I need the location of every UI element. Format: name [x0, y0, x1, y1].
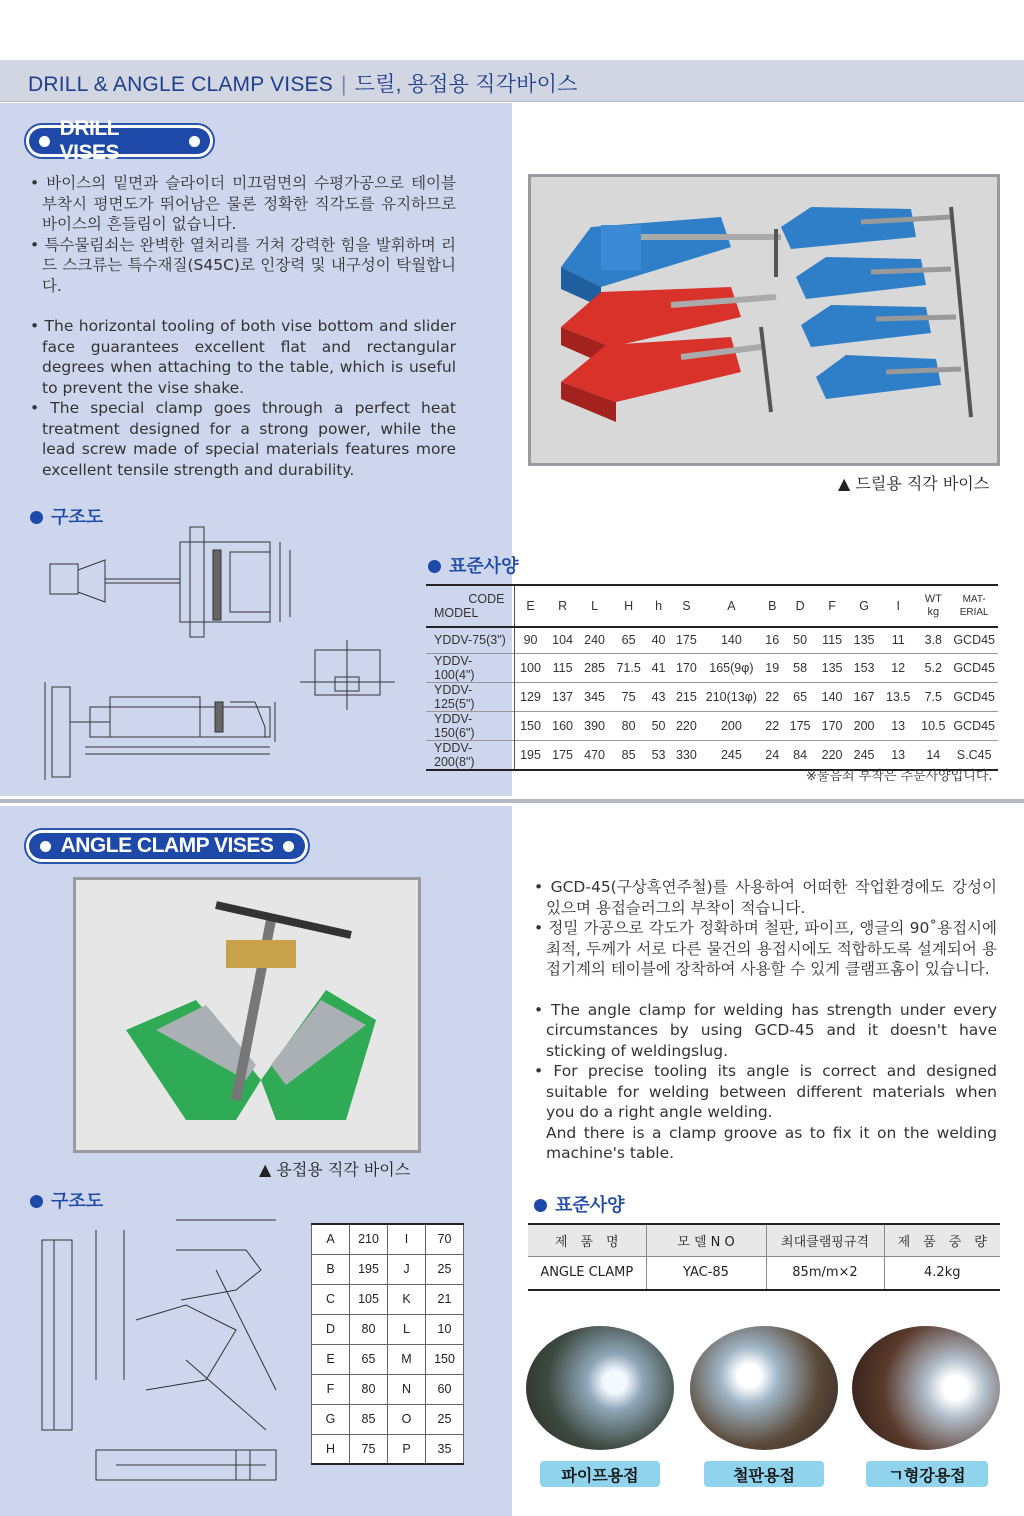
table-cell: 13 [891, 718, 906, 733]
heading-bullet [534, 1199, 547, 1212]
table-cell: 115 [822, 633, 843, 648]
table-cell: 65 [621, 633, 636, 648]
angle-bullet-ko-2: • 정밀 가공으로 각도가 정확하며 철판, 파이프, 앵글의 90˚용접시에 최적, 두께가 서로 다른 물건의 용접시에도 적합하도록 설계되어 용접기계의 테이블에 장착하여 사용할 수 있게 클램프홈이 있습니다. [534, 919, 997, 978]
spec-header-weight: 제 품 중 량 [884, 1224, 1000, 1256]
drill-spec-heading [428, 552, 519, 578]
table-cell: 345 [584, 689, 605, 704]
table-cell: 5.2 [924, 660, 942, 675]
dimension-value: 85 [350, 1404, 388, 1434]
table-cell: 175 [552, 747, 574, 762]
drill-description [30, 173, 456, 480]
table-cell: 50 [793, 633, 808, 648]
code-model-header [426, 585, 514, 627]
table-cell: GCD45 [953, 660, 995, 675]
dimension-label: N [388, 1374, 426, 1404]
table-cell: 170 [675, 660, 697, 675]
table-cell: 65 [793, 689, 808, 704]
table-cell: 43 [651, 689, 666, 704]
dimension-label: I [388, 1224, 426, 1254]
pipe-welding-label: 파이프용접 [540, 1461, 660, 1487]
spec-header-model: 모 델 N O [646, 1224, 766, 1256]
drill-bullet-en-2: • The special clamp goes through a perfect heat treatment designed for a strong power, while the lead screw made of special materials features more excellent tensile strength and durability. [30, 399, 456, 479]
dimension-label: O [388, 1404, 426, 1434]
column-header: H [624, 599, 634, 613]
table-cell: 245 [720, 747, 742, 762]
table-cell: 13 [891, 747, 906, 762]
title-separator: | [340, 73, 347, 96]
dimension-value: 70 [426, 1224, 464, 1254]
table-row [426, 627, 998, 653]
angle-clamp-photo [73, 877, 421, 1153]
angle-bullet-en-2: • For precise tooling its angle is correct and designed suitable for welding between different materials when you do a right angle welding. [534, 1062, 997, 1121]
model-cell: YDDV-200(8") [426, 740, 514, 770]
table-cell: 330 [675, 747, 697, 762]
table-cell: 41 [651, 660, 666, 675]
spec-header-name: 제 품 명 [528, 1224, 646, 1256]
drill-bullet-en-1: • The horizontal tooling of both vise bottom and slider face guarantees excellent flat and rectangular degrees when attaching to the table, which is useful to prevent the vise shake. [30, 317, 456, 397]
table-cell: 285 [584, 660, 605, 675]
dimension-value: 210 [350, 1224, 388, 1254]
angle-welding-photo [852, 1326, 1000, 1450]
drill-bullet-ko-1: • 바이스의 밑면과 슬라이더 미끄럼면의 수평가공으로 테이블 부착시 평면도가 뛰어남은 물론 정확한 직각도를 유지하므로 바이스의 흔들림이 없습니다. [30, 174, 456, 233]
table-cell: 220 [821, 747, 843, 762]
pill-dot [283, 841, 294, 852]
table-row [312, 1284, 464, 1314]
angle-clamp-pill [24, 828, 310, 864]
table-cell: 470 [584, 747, 605, 762]
table-cell: 220 [675, 718, 697, 733]
dimension-value: 35 [426, 1434, 464, 1464]
angle-dimension-table [311, 1223, 464, 1465]
table-cell: 115 [552, 660, 573, 675]
table-cell: 85 [621, 747, 636, 762]
table-cell: 167 [853, 689, 875, 704]
angle-bullet-en-1: • The angle clamp for welding has strength under every circumstances by using GCD-45 and it doesn't have sticking of weldingslug. [534, 1000, 997, 1060]
column-header: E [526, 599, 535, 613]
dimension-label: M [388, 1344, 426, 1374]
model-cell: YDDV-75(3") [426, 627, 514, 653]
table-cell: S.C45 [956, 747, 992, 762]
table-cell: GCD45 [953, 633, 995, 648]
dimension-value: 150 [426, 1344, 464, 1374]
table-cell: 200 [720, 718, 742, 733]
angle-bullet-ko-1: • GCD-45(구상흑연주철)를 사용하여 어떠한 작업환경에도 강성이 있으며 용접슬러그의 부착이 적습니다. [534, 878, 997, 917]
dimension-label: E [312, 1344, 350, 1374]
table-row [312, 1224, 464, 1254]
angle-description [534, 877, 997, 1164]
drill-vises-illustration [531, 177, 997, 463]
column-header: WT kg [924, 593, 942, 618]
dimension-value: 80 [350, 1314, 388, 1344]
table-cell: 104 [552, 633, 574, 648]
dimension-label: J [388, 1254, 426, 1284]
table-cell: 129 [520, 689, 541, 704]
dimension-value: 65 [350, 1344, 388, 1374]
table-cell: 58 [793, 660, 808, 675]
title-english: DRILL & ANGLE CLAMP VISES [28, 73, 333, 96]
column-header: S [682, 599, 691, 613]
angle-spec-heading-label: 표준사양 [555, 1195, 625, 1216]
dimension-value: 80 [350, 1374, 388, 1404]
dimension-value: 60 [426, 1374, 464, 1404]
dimension-label: L [388, 1314, 426, 1344]
dimension-label: D [312, 1314, 350, 1344]
dimension-value: 10 [426, 1314, 464, 1344]
pipe-welding-photo [526, 1326, 674, 1450]
section-divider [0, 799, 1024, 803]
table-cell: 245 [853, 747, 875, 762]
dimension-value: 25 [426, 1404, 464, 1434]
drill-vise-photo [528, 174, 1000, 466]
table-cell: 150 [520, 718, 541, 733]
table-cell: 7.5 [924, 689, 942, 704]
table-cell: 19 [765, 660, 780, 675]
table-cell: 24 [765, 747, 780, 762]
table-cell: 10.5 [921, 718, 946, 733]
table-cell: 200 [853, 718, 875, 733]
table-row [312, 1404, 464, 1434]
table-cell: 71.5 [616, 660, 641, 675]
spec-product-name: ANGLE CLAMP [528, 1256, 646, 1290]
drill-photo-caption: ▲ 드릴용 직각 바이스 [838, 474, 990, 493]
table-cell: 16 [765, 633, 780, 648]
title-korean: 드릴, 용접용 직각바이스 [354, 73, 578, 96]
table-row [312, 1434, 464, 1464]
plate-welding-photo [690, 1326, 838, 1450]
table-cell: 53 [651, 747, 666, 762]
dimension-label: P [388, 1434, 426, 1464]
table-row [312, 1314, 464, 1344]
model-label: MODEL [434, 606, 479, 620]
table-row [426, 682, 998, 711]
code-label: CODE [468, 592, 505, 606]
dimension-label: A [312, 1224, 350, 1254]
table-header-row [426, 585, 998, 627]
column-header: MAT-ERIAL [959, 594, 989, 618]
angle-spec-table [528, 1223, 1000, 1291]
drill-pill-label: DRILL VISES [59, 117, 120, 164]
table-cell: 11 [891, 633, 905, 648]
drill-bullet-ko-2: • 특수물림쇠는 완벽한 열처리를 거쳐 강력한 힘을 발휘하며 리드 스크류는 특수재질(S45C)로 인장력 및 내구성이 탁월합니다. [30, 235, 456, 295]
plate-welding-label: 철판용접 [704, 1461, 824, 1487]
column-header: A [727, 599, 736, 613]
table-row [312, 1344, 464, 1374]
angle-spec-heading [534, 1191, 625, 1217]
column-header: h [655, 599, 663, 613]
drill-table-note: ※물음쇠 부착은 주문사양입니다. [806, 769, 993, 784]
angle-pill-label: ANGLE CLAMP VISES [60, 834, 274, 857]
spec-max-clamping: 85m/m×2 [766, 1256, 884, 1290]
table-cell: GCD45 [953, 718, 995, 733]
dimension-label: H [312, 1434, 350, 1464]
table-cell: 215 [675, 689, 697, 704]
dimension-label: G [312, 1404, 350, 1434]
table-cell: 75 [621, 689, 636, 704]
table-cell: 50 [651, 718, 666, 733]
dimension-label: F [312, 1374, 350, 1404]
angle-structure-heading-label: 구조도 [51, 1191, 104, 1212]
drill-spec-table [426, 584, 998, 771]
drill-structure-heading-label: 구조도 [51, 507, 104, 528]
table-cell: 153 [853, 660, 875, 675]
table-cell: 80 [621, 718, 636, 733]
table-row [312, 1254, 464, 1284]
model-cell: YDDV-150(6") [426, 711, 514, 740]
table-cell: 160 [552, 718, 574, 733]
table-cell: 84 [793, 747, 808, 762]
table-cell: 175 [789, 718, 811, 733]
table-cell: 175 [675, 633, 697, 648]
table-cell: 240 [584, 633, 605, 648]
table-cell: 100 [520, 660, 541, 675]
dimension-label: C [312, 1284, 350, 1314]
spec-header-clamping: 최대클램핑규격 [766, 1224, 884, 1256]
column-header: D [795, 599, 805, 613]
pill-dot [40, 841, 51, 852]
column-header: R [558, 599, 568, 613]
table-cell: 140 [821, 689, 843, 704]
heading-bullet [428, 560, 441, 573]
angle-clamp-illustration [76, 880, 418, 1150]
drill-spec-heading-label: 표준사양 [449, 556, 519, 577]
table-row [426, 711, 998, 740]
page-header [0, 60, 1024, 102]
dimension-label: K [388, 1284, 426, 1314]
model-cell: YDDV-125(5") [426, 682, 514, 711]
dimension-value: 21 [426, 1284, 464, 1314]
table-cell: 12 [891, 660, 906, 675]
column-header: G [859, 599, 869, 613]
heading-bullet [30, 1195, 43, 1208]
table-cell: 137 [552, 689, 574, 704]
spec-weight: 4.2kg [884, 1256, 1000, 1290]
column-header: F [828, 599, 836, 613]
angle-steel-welding-label: ㄱ형강용접 [866, 1461, 988, 1487]
table-cell: 140 [720, 633, 742, 648]
column-header: I [896, 599, 900, 613]
table-cell: 210(13φ) [705, 689, 757, 704]
dimension-value: 75 [350, 1434, 388, 1464]
table-cell: 195 [520, 747, 541, 762]
table-cell: 170 [821, 718, 843, 733]
table-cell: 14 [926, 747, 941, 762]
angle-photo-caption: ▲ 용접용 직각 바이스 [259, 1160, 411, 1179]
table-cell: 40 [651, 633, 666, 648]
page-title [28, 68, 578, 98]
angle-structure-diagram [36, 1210, 296, 1510]
table-cell: 3.8 [924, 633, 942, 648]
pill-dot [39, 136, 50, 147]
table-cell: GCD45 [953, 689, 995, 704]
column-header: B [768, 599, 777, 613]
dimension-label: B [312, 1254, 350, 1284]
model-cell: YDDV-100(4") [426, 653, 514, 682]
table-row [312, 1374, 464, 1404]
dimension-value: 25 [426, 1254, 464, 1284]
table-cell: 390 [584, 718, 605, 733]
table-cell: 165(9φ) [709, 660, 754, 675]
table-cell: 22 [765, 718, 780, 733]
table-cell: 13.5 [886, 689, 911, 704]
table-cell: 135 [853, 633, 875, 648]
dimension-value: 195 [350, 1254, 388, 1284]
table-cell: 135 [821, 660, 843, 675]
angle-bullet-en-cont: And there is a clamp groove as to fix it on the welding machine's table. [546, 1123, 997, 1162]
table-row [426, 653, 998, 682]
spec-model-no: YAC-85 [646, 1256, 766, 1290]
column-header: L [591, 599, 599, 613]
table-cell: 90 [523, 633, 538, 648]
drill-vises-pill [24, 117, 215, 164]
table-cell: 22 [765, 689, 780, 704]
dimension-value: 105 [350, 1284, 388, 1314]
pill-dot [189, 136, 200, 147]
